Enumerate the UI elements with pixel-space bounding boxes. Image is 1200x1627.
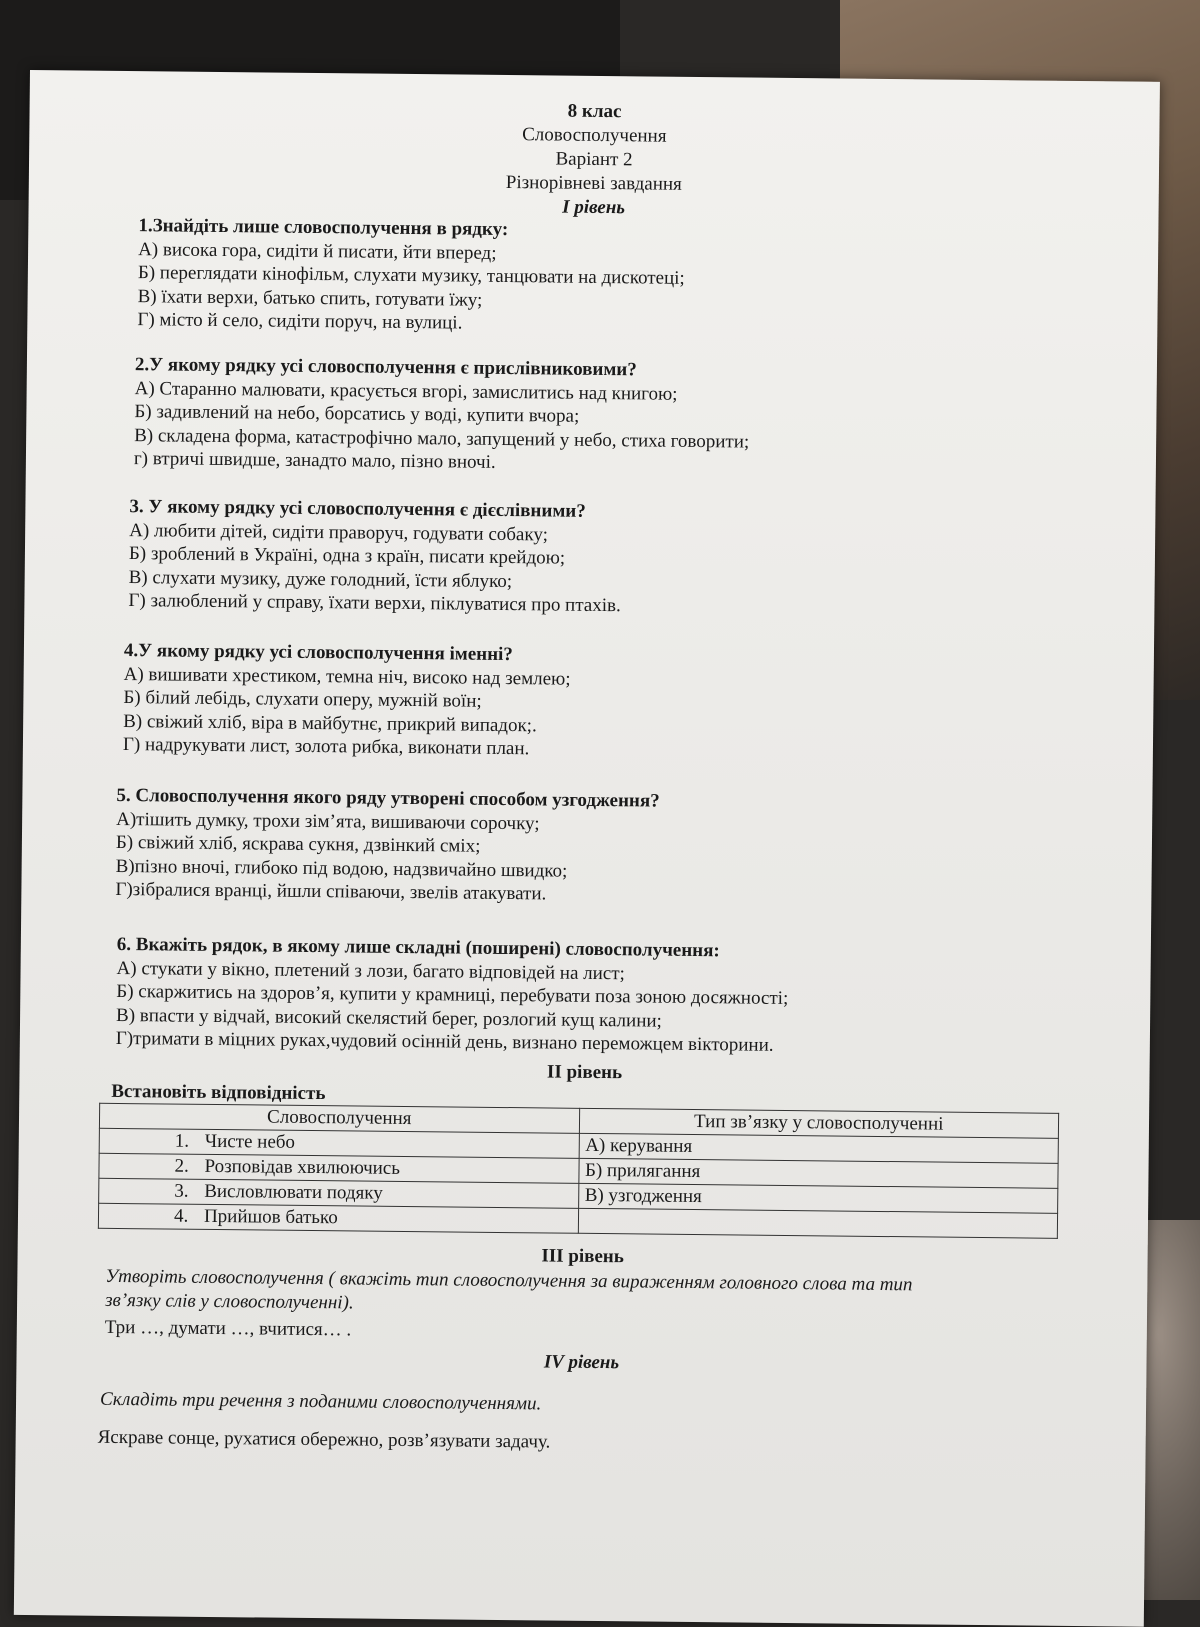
table-cell-type: В) узгодження	[578, 1183, 1058, 1213]
task-type-label: Різнорівневі завдання	[505, 171, 682, 195]
worksheet-paper	[14, 70, 1160, 1627]
level3-words: Три …, думати …, вчитися… .	[104, 1316, 352, 1341]
question-4	[123, 639, 571, 761]
question-option: Б) свіжий хліб, яскрава сукня, дзвінкий сміх;	[115, 831, 481, 857]
question-1	[137, 214, 685, 337]
level3-instruction	[105, 1265, 913, 1321]
question-option: В) складена форма, катастрофічно мало, запущений у небо, стиха говорити;	[134, 424, 750, 453]
level2-title: II рівень	[546, 1061, 623, 1084]
level4-title: IV рівень	[543, 1351, 620, 1374]
question-option: Б) зроблений в Україні, одна з країн, писати крейдою;	[128, 543, 566, 569]
question-option: Б) переглядати кінофільм, слухати музику, танцювати на дискотеці;	[137, 262, 685, 289]
table-header-phrase: Словосполучення	[99, 1103, 579, 1133]
question-option: Г) залюблений у справу, їхати верхи, піклуватися про птахів.	[128, 590, 621, 617]
question-option: Б) задивлений на небо, борсатись у воді, купити вчора;	[134, 401, 580, 427]
table-cell-phrase: 4. Прийшов батько	[98, 1203, 578, 1233]
question-option: Г) надрукувати лист, золота рибка, виконати план.	[122, 734, 530, 760]
question-option: Г)зібралися вранці, йшли співаючи, звелів атакувати.	[115, 878, 547, 905]
question-option: А) вишивати хрестиком, темна ніч, високо над землею;	[123, 663, 571, 690]
question-title: 3. У якому рядку усі словосполучення є дієслівними?	[129, 496, 586, 522]
question-title: 5. Словосполучення якого ряду утворені способом узгодження?	[116, 784, 660, 812]
question-option: В) їхати верхи, батько спить, готувати їжу;	[137, 285, 483, 311]
level4-phrases: Яскраве сонце, рухатися обережно, розв’язувати задачу.	[97, 1426, 551, 1453]
question-title: 2.У якому рядку усі словосполучення є прислівниковими?	[134, 354, 637, 381]
question-option: В) впасти у відчай, високий скелястий берег, розлогий кущ калини;	[115, 1004, 663, 1032]
table-cell-phrase: 1. Чисте небо	[99, 1128, 579, 1158]
variant-label: Варіант 2	[555, 148, 633, 171]
question-option: В) слухати музику, дуже голодний, їсти яблуко;	[128, 566, 513, 592]
table-cell-type	[578, 1208, 1058, 1238]
question-option: А)тішить думку, трохи зім’ята, вишиваючи сорочку;	[116, 808, 540, 834]
question-3	[128, 495, 622, 618]
level2-instruction: Встановіть відповідність	[111, 1080, 326, 1105]
question-title: 4.У якому рядку усі словосполучення іменні?	[123, 640, 513, 666]
question-option: Г) місто й село, сидіти поруч, на вулиці.	[137, 309, 463, 334]
question-title: 1.Знайдіть лише словосполучення в рядку:	[138, 215, 509, 241]
question-title: 6. Вкажіть рядок, в якому лише складні (поширені) словосполучення:	[116, 933, 720, 962]
question-6	[116, 933, 789, 1058]
question-5	[115, 784, 660, 907]
question-option: В)пізно вночі, глибоко під водою, надзвичайно швидко;	[115, 855, 568, 882]
level3-title: III рівень	[541, 1245, 624, 1268]
level4-instruction: Складіть три речення з поданими словосполученнями.	[99, 1388, 542, 1415]
question-2	[134, 353, 750, 477]
table-cell-phrase: 3. Висловлювати подяку	[99, 1178, 579, 1208]
question-option: А) висока гора, сидіти й писати, йти вперед;	[138, 238, 497, 264]
table-cell-phrase: 2. Розповідав хвилюючись	[99, 1153, 579, 1183]
question-option: Б) скаржитись на здоров’я, купити у крамниці, перебувати поза зоною досяжності;	[116, 980, 789, 1009]
worksheet-heading	[28, 94, 1159, 226]
question-option: Б) білий лебідь, слухати оперу, мужній воїн;	[123, 687, 482, 712]
level3-instruction-line: зв’язку слів у словосполученні).	[105, 1289, 354, 1314]
table-cell-type: Б) прилягання	[578, 1158, 1058, 1188]
question-option: В) свіжий хліб, віра в майбутнє, прикрий випадок;.	[123, 710, 537, 736]
question-option: А) стукати у вікно, плетений з лози, багато відповідей на лист;	[116, 957, 625, 984]
question-option: А) любити дітей, сидіти праворуч, годувати собаку;	[129, 519, 549, 545]
topic-label: Словосполучення	[522, 124, 667, 147]
matching-table	[98, 1103, 1059, 1239]
grade-label: 8 клас	[567, 100, 622, 123]
question-option: Г)тримати в міцних руках,чудовий осінній день, визнано переможцем вікторини.	[115, 1027, 774, 1056]
level3-instruction-line: Утворіть словосполучення ( вкажіть тип словосполучення за вираженням головного слова та тип	[105, 1265, 913, 1296]
level1-title: I рівень	[562, 196, 626, 219]
question-option: г) втричі швидше, занадто мало, пізно вночі.	[133, 448, 496, 473]
question-option: А) Старанно малювати, красується вгорі, замислитись над книгою;	[134, 377, 678, 405]
table-cell-type: А) керування	[579, 1133, 1059, 1163]
table-header-type: Тип зв’язку у словосполученні	[579, 1108, 1059, 1138]
